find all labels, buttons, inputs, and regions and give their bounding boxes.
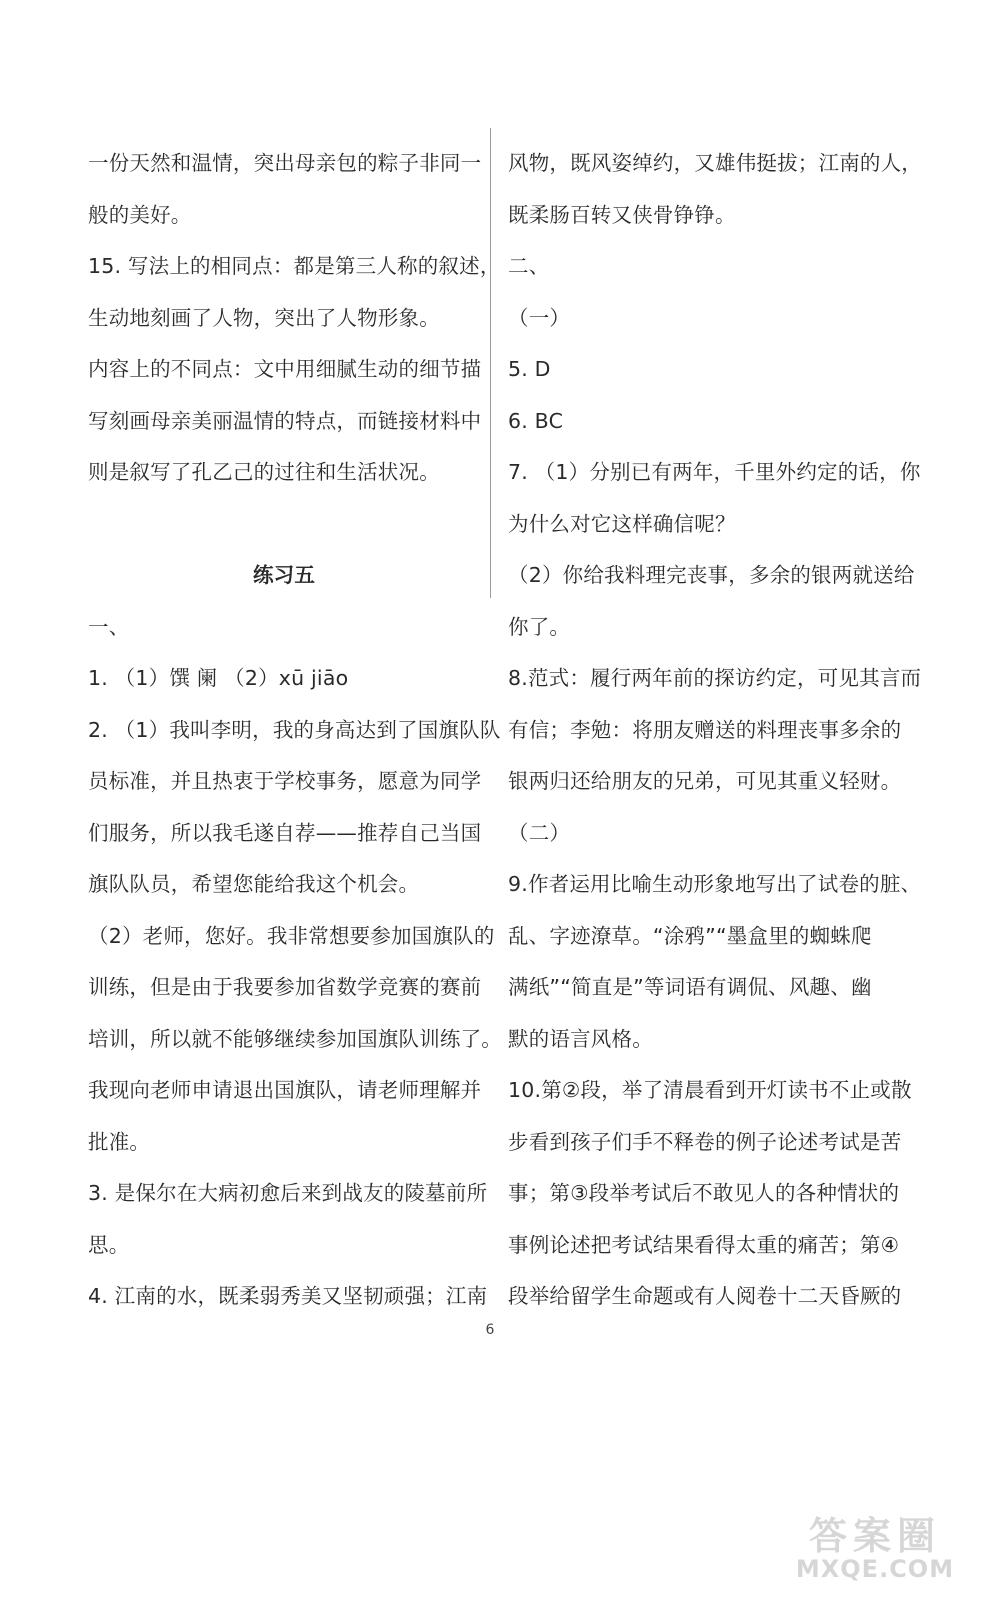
text-line: 员标准，并且热衷于学校事务，愿意为同学	[88, 769, 482, 793]
text-line: 银两归还给朋友的兄弟，可见其重义轻财。	[508, 769, 902, 793]
watermark-title: 答案圈	[808, 1514, 941, 1558]
text-line: 有信；李勉：将朋友赠送的料理丧事多余的	[508, 717, 902, 742]
column-divider	[490, 128, 491, 598]
text-line: 般的美好。	[88, 202, 192, 227]
text-line: 默的语言风格。	[508, 1026, 653, 1051]
blank-line	[88, 499, 480, 551]
text-line: 乱、字迹潦草。“涂鸦”“墨盒里的蜘蛛爬	[508, 923, 872, 948]
text-line: 为什么对它这样确信呢？	[508, 511, 736, 536]
text-line: 二、	[508, 254, 550, 278]
text-line: 思。	[88, 1232, 130, 1257]
left-column	[88, 138, 502, 1323]
text-line: 训练，但是由于我要参加省数学竞赛的赛前	[88, 975, 482, 999]
text-line: 段举给留学生命题或有人阅卷十二天昏厥的	[508, 1284, 902, 1308]
watermark-domain: MXQE.COM	[795, 1555, 955, 1583]
text-line: （2）你给我料理完丧事，多余的银两就送给	[508, 563, 915, 587]
text-line: 15. 写法上的相同点：都是第三人称的叙述，	[88, 254, 501, 278]
section-heading: 练习五	[252, 563, 316, 587]
text-line: 旗队队员，希望您能给我这个机会。	[88, 872, 420, 896]
text-line: 们服务，所以我毛遂自荐——推荐自己当国	[88, 820, 482, 845]
text-line: 既柔肠百转又侠骨铮铮。	[508, 202, 736, 227]
text-line: 批准。	[88, 1129, 151, 1154]
text-line: 写刻画母亲美丽温情的特点，而链接材料中	[88, 408, 482, 433]
page-number: 6	[485, 1322, 495, 1338]
text-line: 一、	[88, 614, 130, 639]
text-line: 4. 江南的水，既柔弱秀美又坚韧顽强；江南	[88, 1284, 488, 1308]
text-line: （一）	[508, 305, 571, 330]
text-line: 6. BC	[508, 408, 564, 433]
text-line: 你了。	[508, 614, 571, 639]
text-line: 1. （1）馔 阑 （2）xū jiāo	[88, 666, 349, 690]
text-line: 生动地刻画了人物，突出了人物形象。	[88, 305, 440, 330]
text-line: 2. （1）我叫李明，我的身高达到了国旗队队	[88, 717, 501, 742]
text-line: 7. （1）分别已有两年，千里外约定的话，你	[508, 460, 921, 484]
text-line: 满纸”“简直是”等词语有调侃、风趣、幽	[508, 975, 872, 999]
text-line: 则是叙写了孔乙己的过往和生活状况。	[88, 460, 440, 484]
text-line: （二）	[508, 820, 571, 845]
text-line: 培训，所以就不能够继续参加国旗队训练了。	[88, 1026, 502, 1051]
text-line: 3. 是保尔在大病初愈后来到战友的陵墓前所	[88, 1181, 488, 1205]
text-line: 事例论述把考试结果看得太重的痛苦；第④	[508, 1232, 900, 1257]
text-line: 事；第③段举考试后不敢见人的各种情状的	[508, 1181, 900, 1205]
text-line: 内容上的不同点：文中用细腻生动的细节描	[88, 357, 482, 381]
text-line: 风物，既风姿绰约，又雄伟挺拔；江南的人，	[508, 151, 922, 175]
text-line: 我现向老师申请退出国旗队，请老师理解并	[88, 1078, 482, 1102]
text-line: 一份天然和温情，突出母亲包的粽子非同一	[88, 151, 482, 175]
text-line: 10.第②段，举了清晨看到开灯读书不止或散	[508, 1078, 912, 1102]
text-line: （2）老师，您好。我非常想要参加国旗队的	[88, 923, 495, 948]
right-column	[508, 138, 922, 1323]
watermark-logo	[780, 1505, 970, 1587]
text-line: 8.范式：履行两年前的探访约定，可见其言而	[508, 666, 922, 690]
text-line: 步看到孩子们手不释卷的例子论述考试是苦	[508, 1129, 902, 1154]
text-line: 5. D	[508, 357, 551, 381]
text-line: 9.作者运用比喻生动形象地写出了试卷的脏、	[508, 872, 922, 896]
